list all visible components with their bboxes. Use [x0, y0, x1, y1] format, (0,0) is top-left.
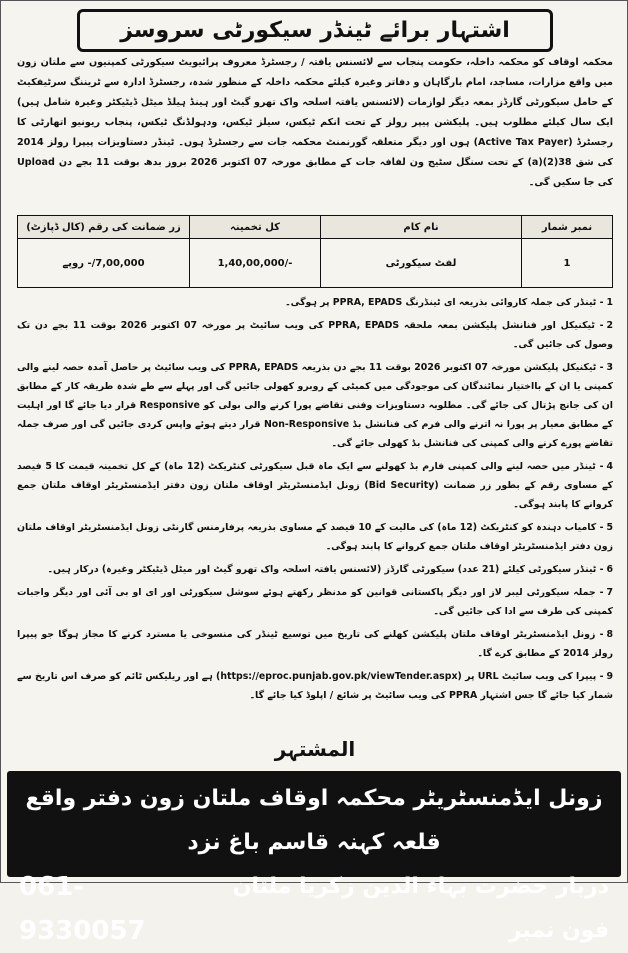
item-text: ٹیکنیکل پلیکشن مورخہ 07 اکتوبر 2026 بوقت 11 بجے دن بذریعہ PPRA, EPADS کی ویب سائیٹ پر حاصل آمدہ حصہ لینے والی کمپنی یا ان کے بااختیار نمائندگان کی موجودگی میں کمیٹی کے روبرو کھولی جائیں گی اور پہلے سے طے شدہ طریقہ کار کے مطابق ان کی جانچ پڑتال کی جائے گی۔ مطلوبہ دستاویزات وفنی تقاضے پورا کرنے والی بولی کو Responsive قرار دیا جائے گا اور اہلیت کے مطابق معیار پر پورا نہ اترنے والی فرم کی فنانشل بڈ Non-Responsive قرار دیتے ہوئے واپس کردی جائیں گی اور صرف جملہ تقاضے پورے کرنے والی کمپنی کی فنانشل بڈ کھولی جائے گی۔	[17, 362, 613, 449]
item-text: ٹیکنیکل اور فنانشل پلیکشن بمعہ ملحقہ PPRA, EPADS کی ویب سائیٹ پر مورخہ 07 اکتوبر 2026 بوقت 11 بجے دن تک وصول کی جائیں گی۔	[17, 320, 613, 350]
item-text: کامیاب دہندہ کو کنٹریکٹ (12 ماہ) کی مالیت کے 10 فیصد کے مساوی بذریعہ پرفارمنس گارنٹی زونل ایڈمنسٹریٹر اوقاف ملتان زون دفتر ایڈمنسٹریٹر اوقاف ملتان جمع کروانے کا پابند ہوگی۔	[17, 522, 613, 552]
list-item: 7- جملہ سیکورٹی لیبر لاز اور دیگر پاکستانی قوانین کو مدنظر رکھتے ہوئے سوشل سیکورٹی اور ای او بی آئی اور دیگر واجبات کمپنی کی طرف سے ادا کی جائیں گی۔	[17, 587, 613, 617]
item-number: 7	[606, 587, 613, 598]
title-container	[1, 9, 628, 52]
header-work-name: نام کام	[321, 216, 522, 239]
table-header-row	[18, 216, 613, 239]
footer-line-1: زونل ایڈمنسٹریٹر محکمہ اوقاف ملتان زون دفتر واقع قلعہ کہنہ قاسم باغ نزد	[25, 786, 603, 855]
list-item: 6- ٹینڈر سیکورٹی کیلئے (21 عدد) سیکورٹی گارڈز (لائسنس یافتہ اسلحہ واک تھرو گیٹ اور میٹل ڈیٹیکٹر وغیرہ) درکار ہیں۔	[47, 564, 613, 575]
list-item: 9- پیپرا کی ویب سائیٹ URL پر (https://eproc.punjab.gov.pk/viewTender.aspx) ہے اور ریلیکس ٹائم کو صرف اس تاریخ سے شمار کیا جائے گا جس اشتہار PPRA کی ویب سائیٹ پر شائع / اپلوڈ کیا جائے گا۔	[17, 671, 613, 701]
item-text: جملہ سیکورٹی لیبر لاز اور دیگر پاکستانی قوانین کو مدنظر رکھتے ہوئے سوشل سیکورٹی اور ای او بی آئی اور دیگر واجبات کمپنی کی طرف سے ادا کی جائیں گی۔	[17, 587, 613, 617]
terms-list	[17, 293, 613, 709]
footer-address-box	[7, 771, 621, 946]
list-item: 4- ٹینڈر میں حصہ لینے والی کمپنی فارم بڈ کھولنے سے ایک ماہ قبل سیکورٹی کنٹریکٹ (12 ماہ) کے کل تخمینہ قیمت کا 5 فیصد کے مساوی رقم کے بطور زر ضمانت (Bid Security) زونل ایڈمنسٹریٹر اوقاف ملتان زون دفتر ایڈمنسٹریٹر اوقاف ملتان جمع کروانے کا پابند ہوگی۔	[17, 461, 614, 510]
header-estimate: کل تخمینہ	[190, 216, 321, 239]
footer-address: دربار حضرت بہاء الدین زکریا ملتان فون نمبر	[232, 874, 609, 943]
item-number: 2	[606, 320, 614, 331]
cell-serial: 1	[522, 239, 613, 288]
list-item: 1- ٹینڈر کی جملہ کاروائی بذریعہ ای ٹینڈرنگ PPRA, EPADS پر ہوگی۔	[285, 297, 613, 308]
list-item: 2- ٹیکنیکل اور فنانشل پلیکشن بمعہ ملحقہ PPRA, EPADS کی ویب سائیٹ پر مورخہ 07 اکتوبر 2026 بوقت 11 بجے دن تک وصول کی جائیں گی۔	[17, 320, 614, 350]
table-row	[18, 239, 613, 288]
item-number: 8	[606, 629, 614, 640]
tender-table	[17, 215, 613, 288]
item-text: ٹینڈر میں حصہ لینے والی کمپنی فارم بڈ کھولنے سے ایک ماہ قبل سیکورٹی کنٹریکٹ (12 ماہ) کے کل تخمینہ قیمت کا 5 فیصد کے مساوی رقم کے بطور زر ضمانت (Bid Security) زونل ایڈمنسٹریٹر اوقاف ملتان زون دفتر ایڈمنسٹریٹر اوقاف ملتان جمع کروانے کا پابند ہوگی۔	[17, 461, 613, 510]
list-item: 8- زونل ایڈمنسٹریٹر اوقاف ملتان پلیکشن کھلنے کی تاریخ میں توسیع ٹینڈر کی منسوخی یا مسترد کرنے کا مجاز ہوگا جو پیپرا رولز 2014 کے مطابق کرے گا۔	[17, 629, 614, 659]
cell-work-name: لفٹ سیکورٹی	[321, 239, 522, 288]
item-number: 5	[606, 522, 614, 533]
item-text: پیپرا کی ویب سائیٹ URL پر (https://eproc.punjab.gov.pk/viewTender.aspx) ہے اور ریلیکس ٹائم کو صرف اس تاریخ سے شمار کیا جائے گا جس اشتہار PPRA کی ویب سائیٹ پر شائع / اپلوڈ کیا جائے گا۔	[17, 671, 613, 701]
cell-estimate: 1,40,00,000/-	[190, 239, 321, 288]
item-text: زونل ایڈمنسٹریٹر اوقاف ملتان پلیکشن کھلنے کی تاریخ میں توسیع ٹینڈر کی منسوخی یا مسترد کرنے کا مجاز ہوگا جو پیپرا رولز 2014 کے مطابق کرے گا۔	[17, 629, 613, 659]
item-number: 1	[606, 297, 613, 308]
list-item: 5- کامیاب دہندہ کو کنٹریکٹ (12 ماہ) کی مالیت کے 10 فیصد کے مساوی بذریعہ پرفارمنس گارنٹی زونل ایڈمنسٹریٹر اوقاف ملتان زون دفتر ایڈمنسٹریٹر اوقاف ملتان جمع کروانے کا پابند ہوگی۔	[17, 522, 614, 552]
item-number: 4	[606, 461, 614, 472]
item-number: 6	[606, 564, 613, 575]
footer-line-2	[19, 865, 609, 953]
intro-paragraph: محکمہ اوقاف کو محکمہ داخلہ، حکومت پنجاب سے لائسنس یافتہ / رجسٹرڈ معروف پرائیویٹ سیکورٹی کمپنیوں سے ملتان زون میں واقع مزارات، مساجد، امام بارگاہان و دفاتر وغیرہ کیلئے محکمہ داخلہ کے منظور شدہ، رجسٹرڈ ادارہ سے ٹریننگ سرٹیفکیٹ کے حامل سیکورٹی گارڈز بمعہ دیگر لوازمات (لائسنس یافتہ اسلحہ واک تھرو گیٹ اور ہینڈ ہیلڈ میٹل ڈیٹیکٹر وغیرہ شامل ہیں) ایک سال کیلئے مطلوب ہیں۔ پلیکشن پیپر رولز کے تحت انکم ٹیکس، سیلز ٹیکس، ودہولڈنگ ٹیکس، پنجاب ریونیو اتھارٹی کا رجسٹرڈ (Active Tax Payer) ہوں اور دیگر متعلقہ گورنمنٹ محکمہ جات سے رجسٹرڈ ہوں۔ ٹینڈر دستاویزات پیپرا رولز 2014 کی شق 38(2)(a) کے تحت سنگل سٹیج ون لفافہ جات کے مطابق مورخہ 07 اکتوبر 2026 بروز بدھ بوقت 11 بجے دن Upload کی جا سکیں گی۔	[17, 57, 613, 188]
item-number: 9	[606, 671, 613, 682]
item-text: ٹینڈر سیکورٹی کیلئے (21 عدد) سیکورٹی گارڈز (لائسنس یافتہ اسلحہ واک تھرو گیٹ اور میٹل ڈیٹیکٹر وغیرہ) درکار ہیں۔	[47, 564, 597, 575]
cell-deposit: 7,00,000/- روپے	[18, 239, 190, 288]
item-number: 3	[606, 362, 614, 373]
page-title: اشتہار برائے ٹینڈر سیکورٹی سروسز	[77, 9, 553, 52]
header-deposit: زر ضمانت کی رقم (کال ڈپازٹ)	[18, 216, 190, 239]
list-item: 3- ٹیکنیکل پلیکشن مورخہ 07 اکتوبر 2026 بوقت 11 بجے دن بذریعہ PPRA, EPADS کی ویب سائیٹ پر حاصل آمدہ حصہ لینے والی کمپنی یا ان کے بااختیار نمائندگان کی موجودگی میں کمیٹی کے روبرو کھولی جائیں گی اور پہلے سے طے شدہ طریقہ کار کے مطابق ان کی جانچ پڑتال کی جائے گی۔ مطلوبہ دستاویزات وفنی تقاضے پورا کرنے والی بولی کو Responsive قرار دیا جائے گا اور اہلیت کے مطابق معیار پر پورا نہ اترنے والی فرم کی فنانشل بڈ Non-Responsive قرار دیتے ہوئے واپس کردی جائیں گی اور صرف جملہ تقاضے پورے کرنے والی کمپنی کی فنانشل بڈ کھولی جائے گی۔	[17, 362, 614, 449]
phone-number: 061-9330057	[19, 872, 146, 946]
advertiser-label: المشتہر	[274, 737, 356, 761]
header-serial: نمبر شمار	[522, 216, 613, 239]
item-text: ٹینڈر کی جملہ کاروائی بذریعہ ای ٹینڈرنگ PPRA, EPADS پر ہوگی۔	[285, 297, 597, 308]
